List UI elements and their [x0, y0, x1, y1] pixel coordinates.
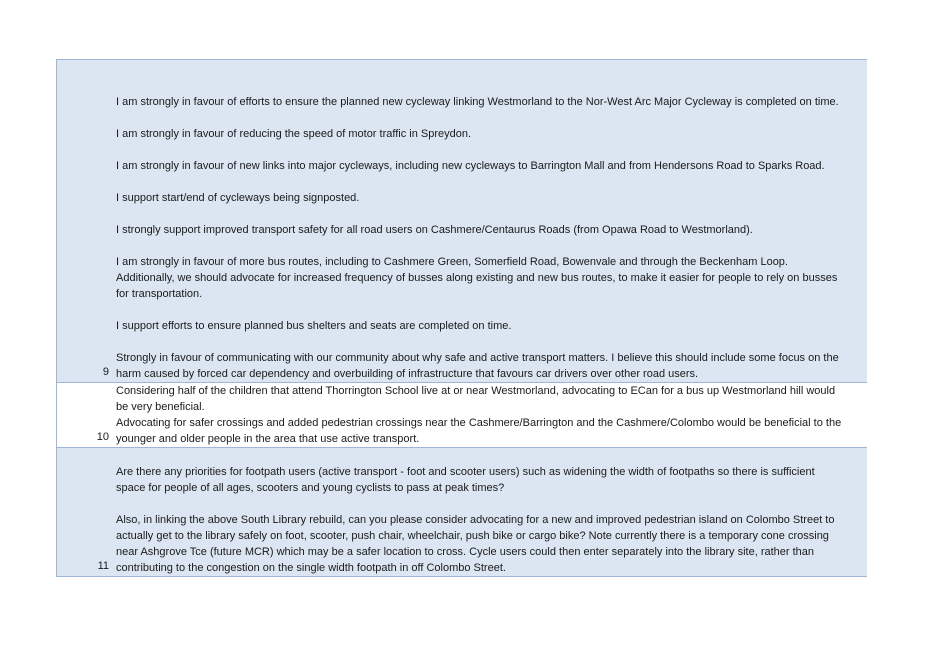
comment-paragraph: I strongly support improved transport safety for all road users on Cashmere/Centaurus Roads (from Opawa Road to Westmorland).	[116, 224, 753, 236]
row-number: 9	[102, 366, 109, 378]
row-content	[116, 94, 867, 382]
comment-paragraph: I am strongly in favour of reducing the speed of motor traffic in Spreydon.	[116, 128, 472, 140]
submission-table	[56, 59, 867, 577]
comment-paragraph: I am strongly in favour of efforts to ensure the planned new cycleway linking Westmorland to the Nor-West Arc Major Cycleway is completed on time.	[116, 96, 839, 108]
row-number: 11	[97, 560, 109, 572]
comment-paragraph: I support efforts to ensure planned bus shelters and seats are completed on time.	[116, 320, 512, 332]
comment-paragraph: Strongly in favour of communicating with our community about why safe and active transport matters. I believe this should include some focus on the harm caused by forced car dependency and overbuilding of infrastructure that favours car drivers over other road users.	[116, 352, 839, 380]
table-row-9	[57, 60, 867, 383]
comment-paragraph: I am strongly in favour of new links into major cycleways, including new cycleways to Barrington Mall and from Hendersons Road to Sparks Road.	[116, 160, 825, 172]
comment-paragraph: Considering half of the children that attend Thorrington School live at or near Westmorland, advocating to ECan for a bus up Westmorland hill would be very beneficial.	[116, 385, 836, 413]
table-row-10	[57, 383, 867, 448]
row-content	[116, 464, 867, 576]
comment-paragraph: I am strongly in favour of more bus routes, including to Cashmere Green, Somerfield Road, Bowenvale and through the Beckenham Loop. Additionally, we should advocate for increased frequency of busses along existing and new bus routes, to make it easier for people to rely on busses for transportation.	[116, 256, 838, 300]
row-number: 10	[96, 431, 109, 443]
table-row-11	[57, 448, 867, 576]
comment-paragraph: I support start/end of cycleways being signposted.	[116, 192, 360, 204]
comment-paragraph: Advocating for safer crossings and added pedestrian crossings near the Cashmere/Barrington and the Cashmere/Colombo would be beneficial to the younger and older people in the area that use active transport.	[116, 417, 842, 445]
comment-paragraph: Are there any priorities for footpath users (active transport - foot and scooter users) such as widening the width of footpaths so there is sufficient space for people of all ages, scooters and young cyclists to pass at peak times?	[116, 466, 815, 494]
comment-paragraph: Also, in linking the above South Library rebuild, can you please consider advocating for a new and improved pedestrian island on Colombo Street to actually get to the library safely on foot, scooter, push chair, wheelchair, push bike or cargo bike? Note currently there is a temporary cone crossing near Ashgrove Tce (future MCR) which may be a safer location to cross. Cycle users could then enter separately into the library site, rather than contributing to the congestion on the single width footpath in off Colombo Street.	[116, 514, 835, 574]
row-content	[116, 383, 867, 447]
